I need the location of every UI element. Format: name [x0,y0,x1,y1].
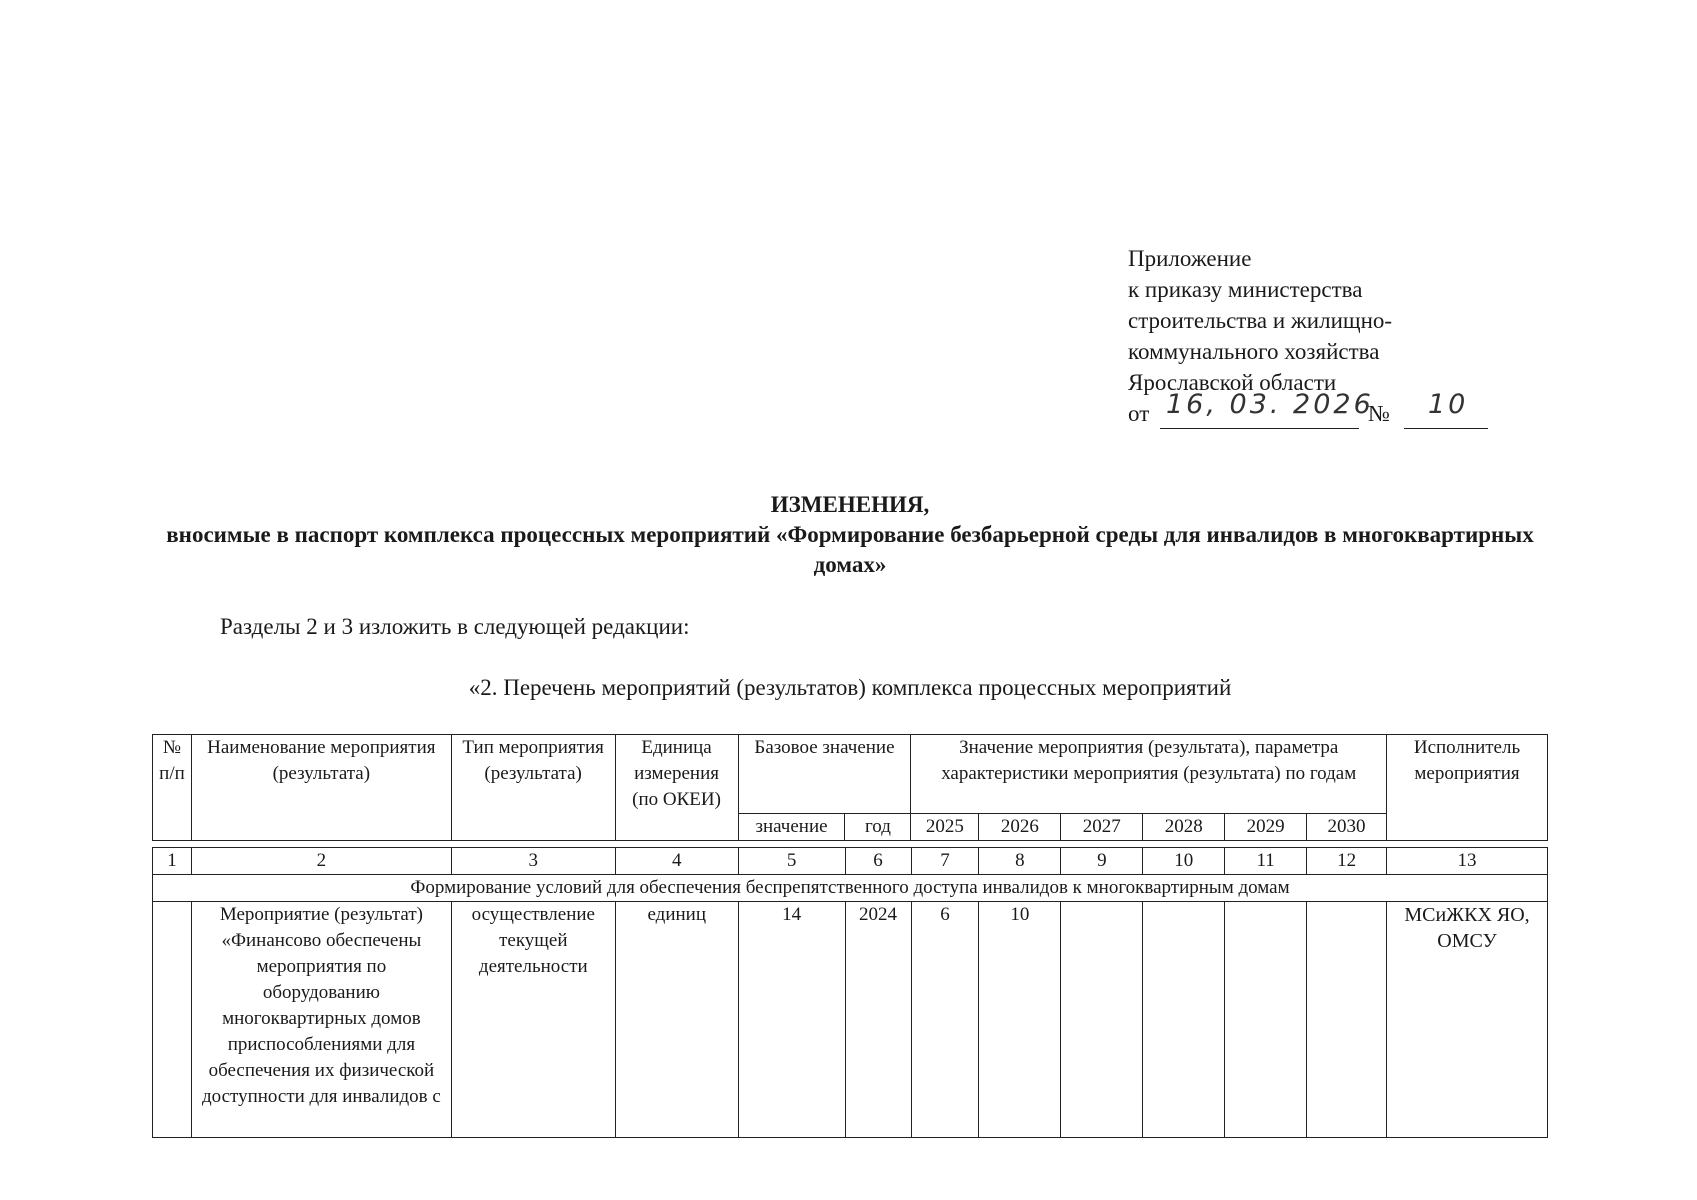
col-num-2: 2 [191,848,451,875]
date-underline [1160,428,1359,429]
header-type: Тип мероприятия (результата) [451,735,615,841]
col-num-11: 11 [1225,848,1307,875]
col-num-13: 13 [1387,848,1548,875]
appendix-line: к приказу министерства [1128,277,1363,302]
header-year-2025: 2025 [911,814,979,841]
header-base: Базовое значение [738,735,911,814]
number-label: № [1368,401,1390,426]
number-underline [1404,428,1488,429]
col-num-1: 1 [153,848,192,875]
title-subtitle: вносимые в паспорт комплекса процессных мероприятий «Формирование безбарьерной среды для инвалидов в многоквартирных домах» [166,522,1534,577]
section-row [153,875,1548,902]
table-row [153,902,1548,1138]
row-2025: 6 [911,902,979,1138]
body-table [152,847,1548,1138]
appendix-line: коммунального хозяйства [1128,339,1380,364]
col-num-12: 12 [1307,848,1387,875]
appendix-line: строительства и жилищно- [1128,308,1393,333]
row-unit: единиц [615,902,738,1138]
header-year-2026: 2026 [979,814,1061,841]
header-values-by-year: Значение мероприятия (результата), параметра характеристики мероприятия (результата) по годам [911,735,1387,814]
header-base-value: значение [738,814,845,841]
column-number-row [153,848,1548,875]
row-base-value: 14 [738,902,845,1138]
list-title: «2. Перечень мероприятий (результатов) комплекса процессных мероприятий [468,675,1232,700]
row-type: осуществление текущей деятельности [451,902,615,1138]
header-year-2028: 2028 [1143,814,1225,841]
col-num-10: 10 [1143,848,1225,875]
row-2029 [1225,902,1307,1138]
row-executor: МСиЖКХ ЯО, ОМСУ [1387,902,1548,1138]
from-label: от [1128,401,1150,426]
header-year-2030: 2030 [1307,814,1387,841]
date-number-line [1128,389,1469,429]
handwritten-number: 10 [1428,389,1469,420]
header-executor: Исполнитель мероприятия [1387,735,1548,841]
col-num-9: 9 [1061,848,1143,875]
col-num-8: 8 [979,848,1061,875]
row-base-year: 2024 [845,902,911,1138]
header-table [152,734,1548,841]
col-num-3: 3 [451,848,615,875]
title-heading: ИЗМЕНЕНИЯ, [770,492,930,517]
appendix-line: Ярославской области [1128,370,1337,395]
appendix-block [1128,243,1469,429]
header-unit: Единица измерения (по ОКЕИ) [615,735,738,841]
col-num-5: 5 [738,848,845,875]
appendix-line: Приложение [1128,246,1252,271]
header-num: № п/п [153,735,192,841]
row-name: Мероприятие (результат) «Финансово обеспечены мероприятия по оборудованию многоквартирных домов приспособлениями для обеспечения их физической доступности для инвалидов с [191,902,451,1138]
header-year-2027: 2027 [1061,814,1143,841]
row-num [153,902,192,1138]
row-2027 [1061,902,1143,1138]
col-num-4: 4 [615,848,738,875]
col-num-6: 6 [845,848,911,875]
row-2028 [1143,902,1225,1138]
header-base-year: год [845,814,911,841]
header-year-2029: 2029 [1225,814,1307,841]
section-title: Формирование условий для обеспечения беспрепятственного доступа инвалидов к многоквартирным домам [153,875,1548,902]
intro-text: Разделы 2 и 3 изложить в следующей редакции: [220,614,690,639]
document-title [150,490,1550,580]
col-num-7: 7 [911,848,979,875]
header-name: Наименование мероприятия (результата) [191,735,451,841]
row-2026: 10 [979,902,1061,1138]
row-2030 [1307,902,1387,1138]
handwritten-date: 16, 03. 2026 [1166,389,1374,420]
